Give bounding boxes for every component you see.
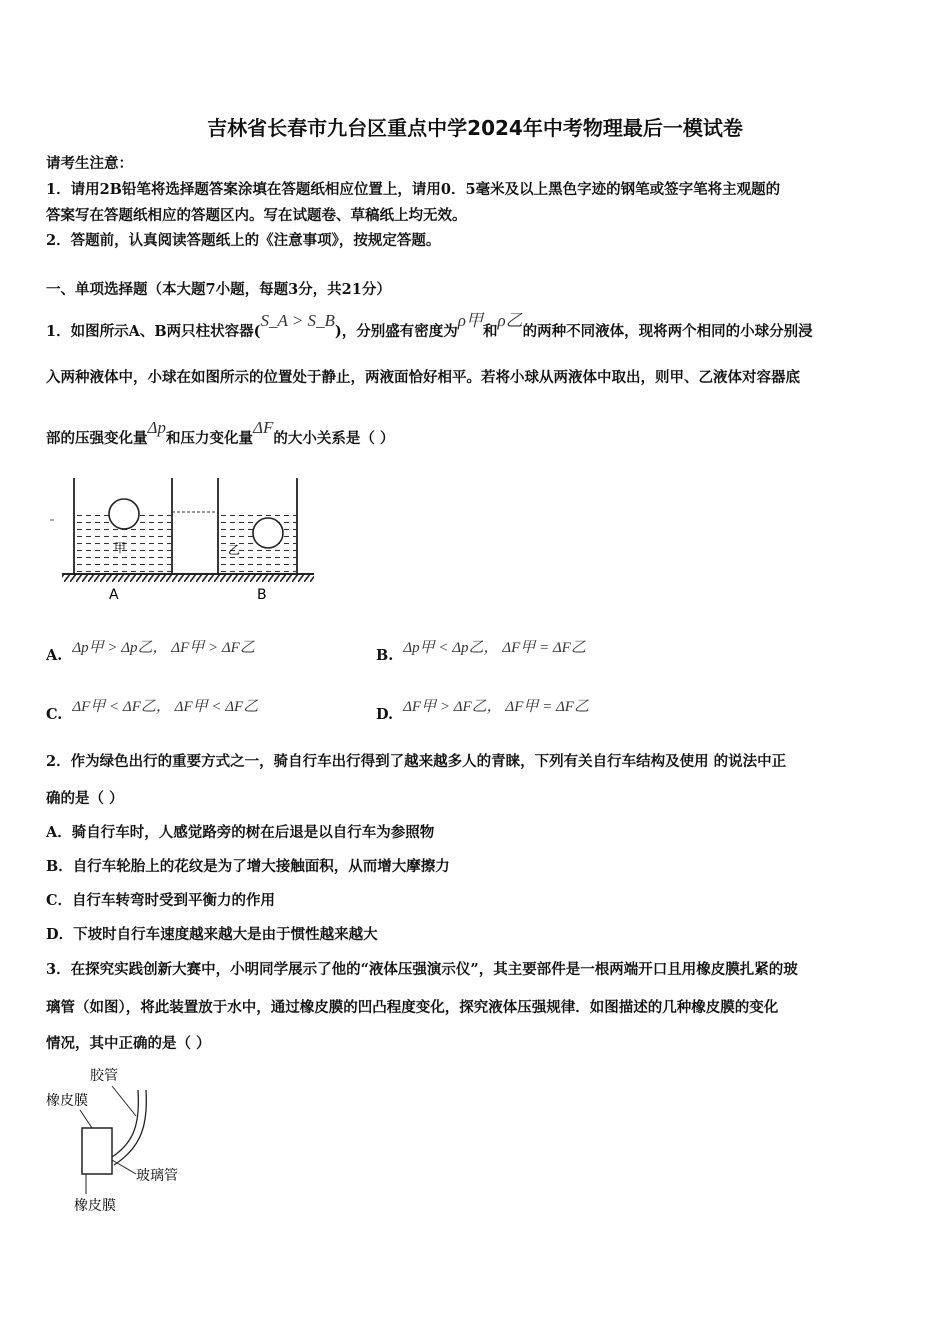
membrane-bottom-label: 橡皮膜: [74, 1198, 116, 1214]
option-expr: Δp甲 > Δp乙， ΔF甲 > ΔF乙: [72, 640, 255, 656]
hose-label: 胶管: [90, 1068, 118, 1084]
option-letter: A.: [46, 647, 63, 664]
q1-condition: S_A > S_B: [260, 311, 335, 330]
q1-figure: [40, 470, 330, 605]
hose-inner: [114, 1090, 146, 1165]
q1-text: 的大小关系是（ ）: [273, 430, 395, 447]
q3-figure: [40, 1062, 210, 1222]
notice-line-1: 1．请用2B铅笔将选择题答案涂填在答题纸相应位置上，请用0．5毫米及以上黑色字迹的钢笔或签字笔将主观题的: [46, 181, 781, 198]
ball-a: [109, 499, 139, 529]
q2-option-a[interactable]: A．骑自行车时，人感觉路旁的树在后退是以自行车为参照物: [46, 824, 435, 841]
q1-delta-f: ΔF: [252, 418, 274, 437]
q2-option-c[interactable]: C．自行车转弯时受到平衡力的作用: [46, 892, 276, 909]
notice-line-3: 2．答题前，认真阅读答题纸上的《注意事项》，按规定答题。: [46, 232, 441, 249]
q1-line-1: [46, 311, 813, 341]
glass-tube-leader: [112, 1160, 136, 1174]
q3-line-1: 3．在探究实践创新大赛中，小明同学展示了他的“液体压强演示仪”，其主要部件是一根两端开口且用橡皮膜扎紧的玻: [46, 961, 798, 978]
notice-heading: 请考生注意：: [46, 155, 133, 172]
q1-line-2: 入两种液体中，小球在如图所示的位置处于静止，两液面恰好相平。若将小球从两液体中取出，则甲、乙液体对容器底: [46, 369, 800, 386]
option-letter: D.: [376, 706, 394, 723]
q1-option-a[interactable]: [46, 640, 255, 665]
q1-text: 和压力变化量: [165, 430, 253, 447]
liquid-a-label: 甲: [114, 541, 127, 555]
q2-line-2: 确的是（ ）: [46, 790, 124, 807]
membrane-top-leader: [80, 1110, 92, 1128]
section-heading: 一、单项选择题（本大题7小题，每题3分，共21分）: [46, 281, 391, 298]
glass-tube-label: 玻璃管: [136, 1168, 178, 1184]
glass-tube: [82, 1128, 112, 1174]
ground-hatch: [62, 574, 314, 582]
q3-line-3: 情况，其中正确的是（ ）: [46, 1035, 211, 1052]
q1-option-d[interactable]: [376, 699, 589, 724]
option-expr: Δp甲 < Δp乙， ΔF甲 = ΔF乙: [403, 640, 586, 656]
option-letter: C.: [46, 706, 63, 723]
q1-text: 和: [482, 323, 498, 340]
liquid-b-label: 乙: [228, 543, 241, 557]
notice-line-2: 答案写在答题纸相应的答题区内。写在试题卷、草稿纸上均无效。: [46, 207, 467, 224]
container-b-label: B: [257, 587, 267, 603]
q1-option-c[interactable]: [46, 699, 259, 724]
page-title: 吉林省长春市九台区重点中学2024年中考物理最后一模试卷: [207, 116, 743, 140]
q1-rho-a: ρ甲: [457, 311, 483, 330]
q2-option-d[interactable]: D．下坡时自行车速度越来越大是由于惯性越来越大: [46, 926, 378, 943]
option-expr: ΔF甲 > ΔF乙， ΔF甲 = ΔF乙: [403, 699, 589, 715]
q2-option-b[interactable]: B．自行车轮胎上的花纹是为了增大接触面积，从而增大摩擦力: [46, 858, 450, 875]
option-letter: B.: [376, 647, 394, 664]
q1-text: )，分别盛有密度为: [334, 323, 458, 340]
q2-line-1: 2．作为绿色出行的重要方式之一，骑自行车出行得到了越来越多人的青睐，下列有关自行车结构及使用 的说法中正: [46, 753, 787, 770]
q1-text: 的两种不同液体，现将两个相同的小球分别浸: [522, 323, 813, 340]
q1-delta-p: Δp: [147, 418, 166, 437]
hose-leader: [112, 1086, 136, 1116]
q3-line-2: 璃管（如图），将此装置放于水中，通过橡皮膜的凹凸程度变化，探究液体压强规律．如图描述的几种橡皮膜的变化: [46, 999, 779, 1016]
membrane-top-label: 橡皮膜: [46, 1093, 88, 1109]
q1-rho-b: ρ乙: [497, 311, 523, 330]
option-expr: ΔF甲 < ΔF乙， ΔF甲 < ΔF乙: [72, 699, 259, 715]
ball-b: [253, 518, 283, 548]
q1-text: 部的压强变化量: [46, 430, 148, 447]
q1-option-b[interactable]: [376, 640, 586, 665]
container-a-label: A: [109, 587, 119, 603]
q1-line-3: [46, 418, 395, 448]
q1-text: 1．如图所示A、B两只柱状容器(: [46, 323, 261, 340]
